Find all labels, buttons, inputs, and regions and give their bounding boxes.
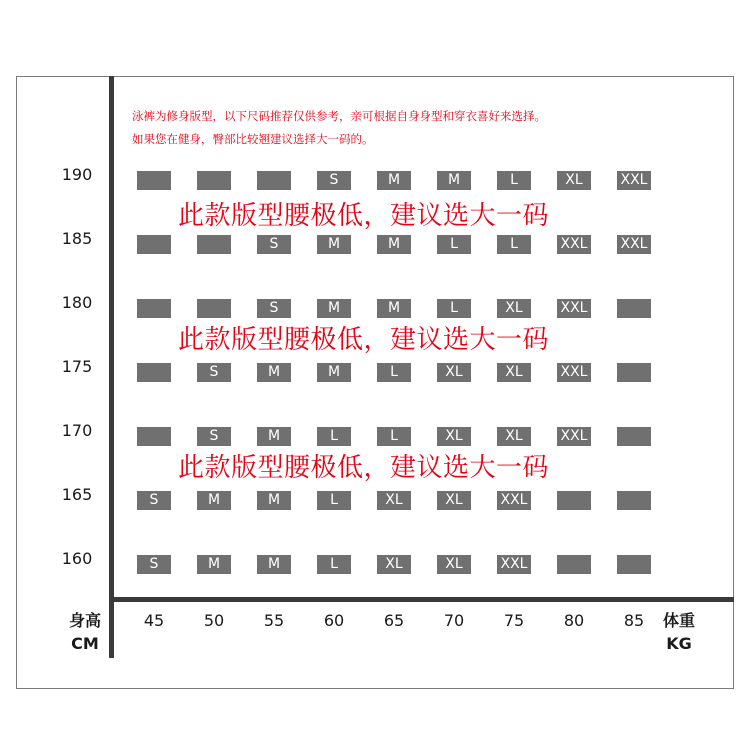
size-cell: M (377, 171, 411, 190)
size-cell: L (377, 363, 411, 382)
size-cell: M (377, 235, 411, 254)
size-note-line-2: 如果您在健身，臀部比较翘建议选择大一码的。 (132, 132, 374, 146)
size-cell: M (317, 235, 351, 254)
low-waist-warning: 此款版型腰极低，建议选大一码 (178, 453, 550, 483)
size-cell: L (317, 427, 351, 446)
size-cell: XXL (497, 555, 531, 574)
x-tick-label: 80 (563, 611, 585, 630)
size-cell: XXL (557, 235, 591, 254)
size-cell: XL (437, 363, 471, 382)
size-cell: M (197, 555, 231, 574)
size-note-line-1: 泳裤为修身版型，以下尺码推荐仅供参考，亲可根据自身身型和穿衣喜好来选择。 (132, 109, 546, 123)
size-cell (257, 171, 291, 190)
size-cell: S (197, 363, 231, 382)
x-axis-line (109, 597, 734, 602)
y-tick-label: 160 (61, 549, 93, 568)
y-tick-label: 175 (61, 357, 93, 376)
size-cell: S (137, 491, 171, 510)
size-cell (197, 171, 231, 190)
size-cell: S (197, 427, 231, 446)
x-axis-label-text: 体重 (662, 611, 695, 630)
size-cell (197, 235, 231, 254)
y-axis-line (109, 76, 114, 658)
size-cell: M (257, 427, 291, 446)
x-tick-label: 85 (623, 611, 645, 630)
y-tick-label: 190 (61, 165, 93, 184)
size-cell: XL (377, 491, 411, 510)
size-cell: M (317, 363, 351, 382)
x-tick-label: 55 (263, 611, 285, 630)
y-axis-label (60, 609, 110, 655)
size-cell: XL (557, 171, 591, 190)
size-cell (617, 491, 651, 510)
size-cell (197, 299, 231, 318)
size-cell: S (257, 235, 291, 254)
size-cell (137, 235, 171, 254)
size-cell: XXL (497, 491, 531, 510)
size-cell (137, 171, 171, 190)
size-cell: XXL (617, 171, 651, 190)
size-cell (137, 427, 171, 446)
size-cell: XL (497, 427, 531, 446)
size-cell (557, 555, 591, 574)
y-axis-label-text: 身高 (68, 611, 101, 630)
x-tick-label: 70 (443, 611, 465, 630)
size-cell: M (257, 555, 291, 574)
size-cell: M (317, 299, 351, 318)
x-tick-label: 60 (323, 611, 345, 630)
size-cell: S (317, 171, 351, 190)
size-cell: S (257, 299, 291, 318)
size-cell: M (257, 363, 291, 382)
size-cell (557, 491, 591, 510)
size-cell (617, 555, 651, 574)
size-cell: L (377, 427, 411, 446)
size-cell: L (317, 491, 351, 510)
size-cell: XXL (557, 299, 591, 318)
size-cell: M (197, 491, 231, 510)
size-cell: XL (437, 555, 471, 574)
y-tick-label: 165 (61, 485, 93, 504)
low-waist-warning: 此款版型腰极低，建议选大一码 (178, 201, 550, 231)
size-cell: L (317, 555, 351, 574)
x-tick-label: 50 (203, 611, 225, 630)
size-cell: L (497, 171, 531, 190)
y-axis-label-unit: CM (71, 634, 99, 653)
size-cell: L (437, 235, 471, 254)
size-cell (617, 363, 651, 382)
size-cell (137, 363, 171, 382)
y-tick-label: 170 (61, 421, 93, 440)
size-cell: XXL (557, 427, 591, 446)
x-axis-label-unit: KG (666, 634, 692, 653)
size-cell: M (377, 299, 411, 318)
size-cell: M (437, 171, 471, 190)
low-waist-warning: 此款版型腰极低，建议选大一码 (178, 325, 550, 355)
size-cell: XL (497, 299, 531, 318)
size-cell: L (497, 235, 531, 254)
size-cell: M (257, 491, 291, 510)
size-cell (617, 299, 651, 318)
size-cell: XL (437, 491, 471, 510)
x-tick-label: 75 (503, 611, 525, 630)
y-tick-label: 185 (61, 229, 93, 248)
size-cell: XL (377, 555, 411, 574)
x-tick-label: 65 (383, 611, 405, 630)
size-cell: XL (497, 363, 531, 382)
x-tick-label: 45 (143, 611, 165, 630)
y-tick-label: 180 (61, 293, 93, 312)
size-cell: L (437, 299, 471, 318)
size-cell: S (137, 555, 171, 574)
size-cell (617, 427, 651, 446)
x-axis-label (656, 609, 702, 655)
size-cell: XL (437, 427, 471, 446)
size-cell: XXL (557, 363, 591, 382)
size-cell (137, 299, 171, 318)
size-cell: XXL (617, 235, 651, 254)
